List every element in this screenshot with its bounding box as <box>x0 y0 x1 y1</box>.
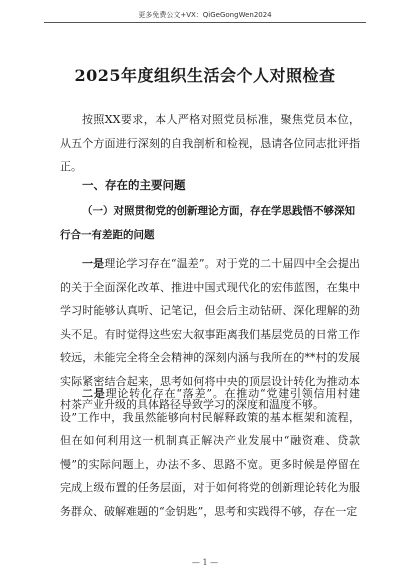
section-heading: 一、存在的主要问题 <box>82 178 186 192</box>
page-header: 更多免费公文+VX：QiGeGongWen2024 <box>138 11 272 19</box>
paragraph-2-text: 理论转化存在“落差”。在推动“党建引领信用村建设”工作中，我虽然能够向村民解释政策的基本框架和流程，但在如何利用这一机制真正解决产业发展中“融资难、贷款慢”的实际问题上，办法不多、思路不宽。更多时候是停留在完成上级布置的任务层面，对于如何将党的创新理论转化为服务群众、破解难题的“金钥匙”，思考和实践得不够，存在一定 <box>60 387 360 518</box>
document-title: 2025年度组织生活会个人对照检查 <box>74 66 336 85</box>
paragraph-1-text: 理论学习存在“温差”。对于党的二十届四中全会提出的关于全面深化改革、推进中国式现代化的宏伟蓝图，在集中学习时能够认真听、记笔记，但会后主动钻研、深化理解的劲头不足。有时觉得这些宏大叙事距离我们基层党员的日常工作较远，未能完全将全会精神的深刻内涵与我所在的**村的发展实际紧密结合起来，思考如何将中央的顶层设计转化为推动本村茶产业升级的具体路径导致学习的深度和温度不够。 <box>60 257 361 411</box>
page-number: — 1 — <box>191 558 219 567</box>
header-divider <box>44 22 366 23</box>
paragraph-1-lead: 一是 <box>82 257 105 270</box>
paragraph-2-lead: 二是 <box>82 387 106 400</box>
subsection-heading: （一）对照贯彻党的创新理论方面，存在学思践悟不够深知行合一有差距的问题 <box>60 205 355 241</box>
intro-paragraph: 按照XX要求，本人严格对照党员标准，聚焦党员本位，从五个方面进行深刻的自我剖析和检视，恳请各位同志批评指正。 <box>60 113 360 173</box>
paragraph-2 <box>60 382 360 523</box>
